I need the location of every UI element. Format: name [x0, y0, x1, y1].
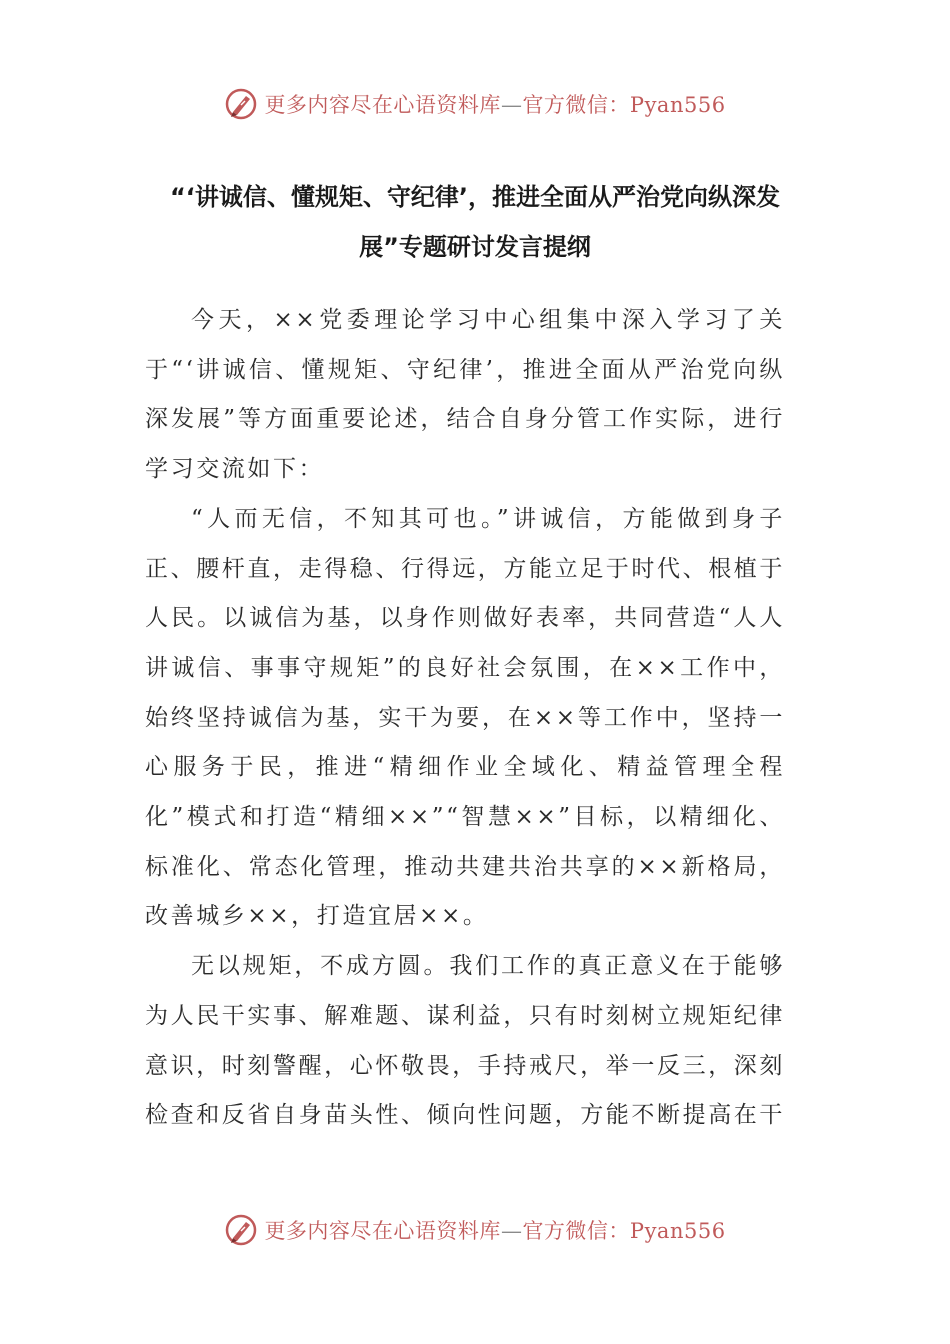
banner-text [264, 1215, 725, 1245]
paragraph-2: “人而无信，不知其可也。”讲诚信，方能做到身子正、腰杆直，走得稳、行得远，方能立足于时代、根植于人民。以诚信为基，以身作则做好表率，共同营造“人人讲诚信、事事守规矩”的良好社会氛围，在××工作中，始终坚持诚信为基，实干为要，在××等工作中，坚持一心服务于民，推进“精细作业全域化、精益管理全程化”模式和打造“精细××”“智慧××”目标，以精细化、标准化、常态化管理，推动共建共治共享的××新格局，改善城乡××，打造宜居××。 [145, 505, 785, 930]
banner-site-text: 更多内容尽在心语资料库 [264, 93, 501, 117]
header-banner [0, 84, 950, 124]
document-body [145, 296, 785, 1141]
paragraph-3: 无以规矩，不成方圆。我们工作的真正意义在于能够为人民干实事、解难题、谋利益，只有时刻树立规矩纪律意识，时刻警醒，心怀敬畏，手持戒尺，举一反三，深刻检查和反省自身苗头性、倾向性问题，方能不断提高在干 [145, 953, 785, 1129]
pen-nib-logo-icon [224, 1213, 258, 1247]
banner-wechat-text: 官方微信：Pyan556 [522, 93, 726, 117]
footer-banner [0, 1210, 950, 1250]
banner-wechat-text: 官方微信：Pyan556 [522, 1219, 726, 1243]
document-title: “‘讲诚信、懂规矩、守纪律’，推进全面从严治党向纵深发展”专题研讨发言提纲 [169, 183, 780, 261]
banner-separator: — [500, 93, 523, 117]
pen-nib-logo-icon [224, 87, 258, 121]
banner-site-text: 更多内容尽在心语资料库 [264, 1219, 501, 1243]
paragraph-1: 今天，××党委理论学习中心组集中深入学习了关于“‘讲诚信、懂规矩、守纪律’，推进全面从严治党向纵深发展”等方面重要论述，结合自身分管工作实际，进行学习交流如下： [145, 307, 785, 483]
banner-text [264, 89, 725, 119]
banner-separator: — [500, 1219, 523, 1243]
